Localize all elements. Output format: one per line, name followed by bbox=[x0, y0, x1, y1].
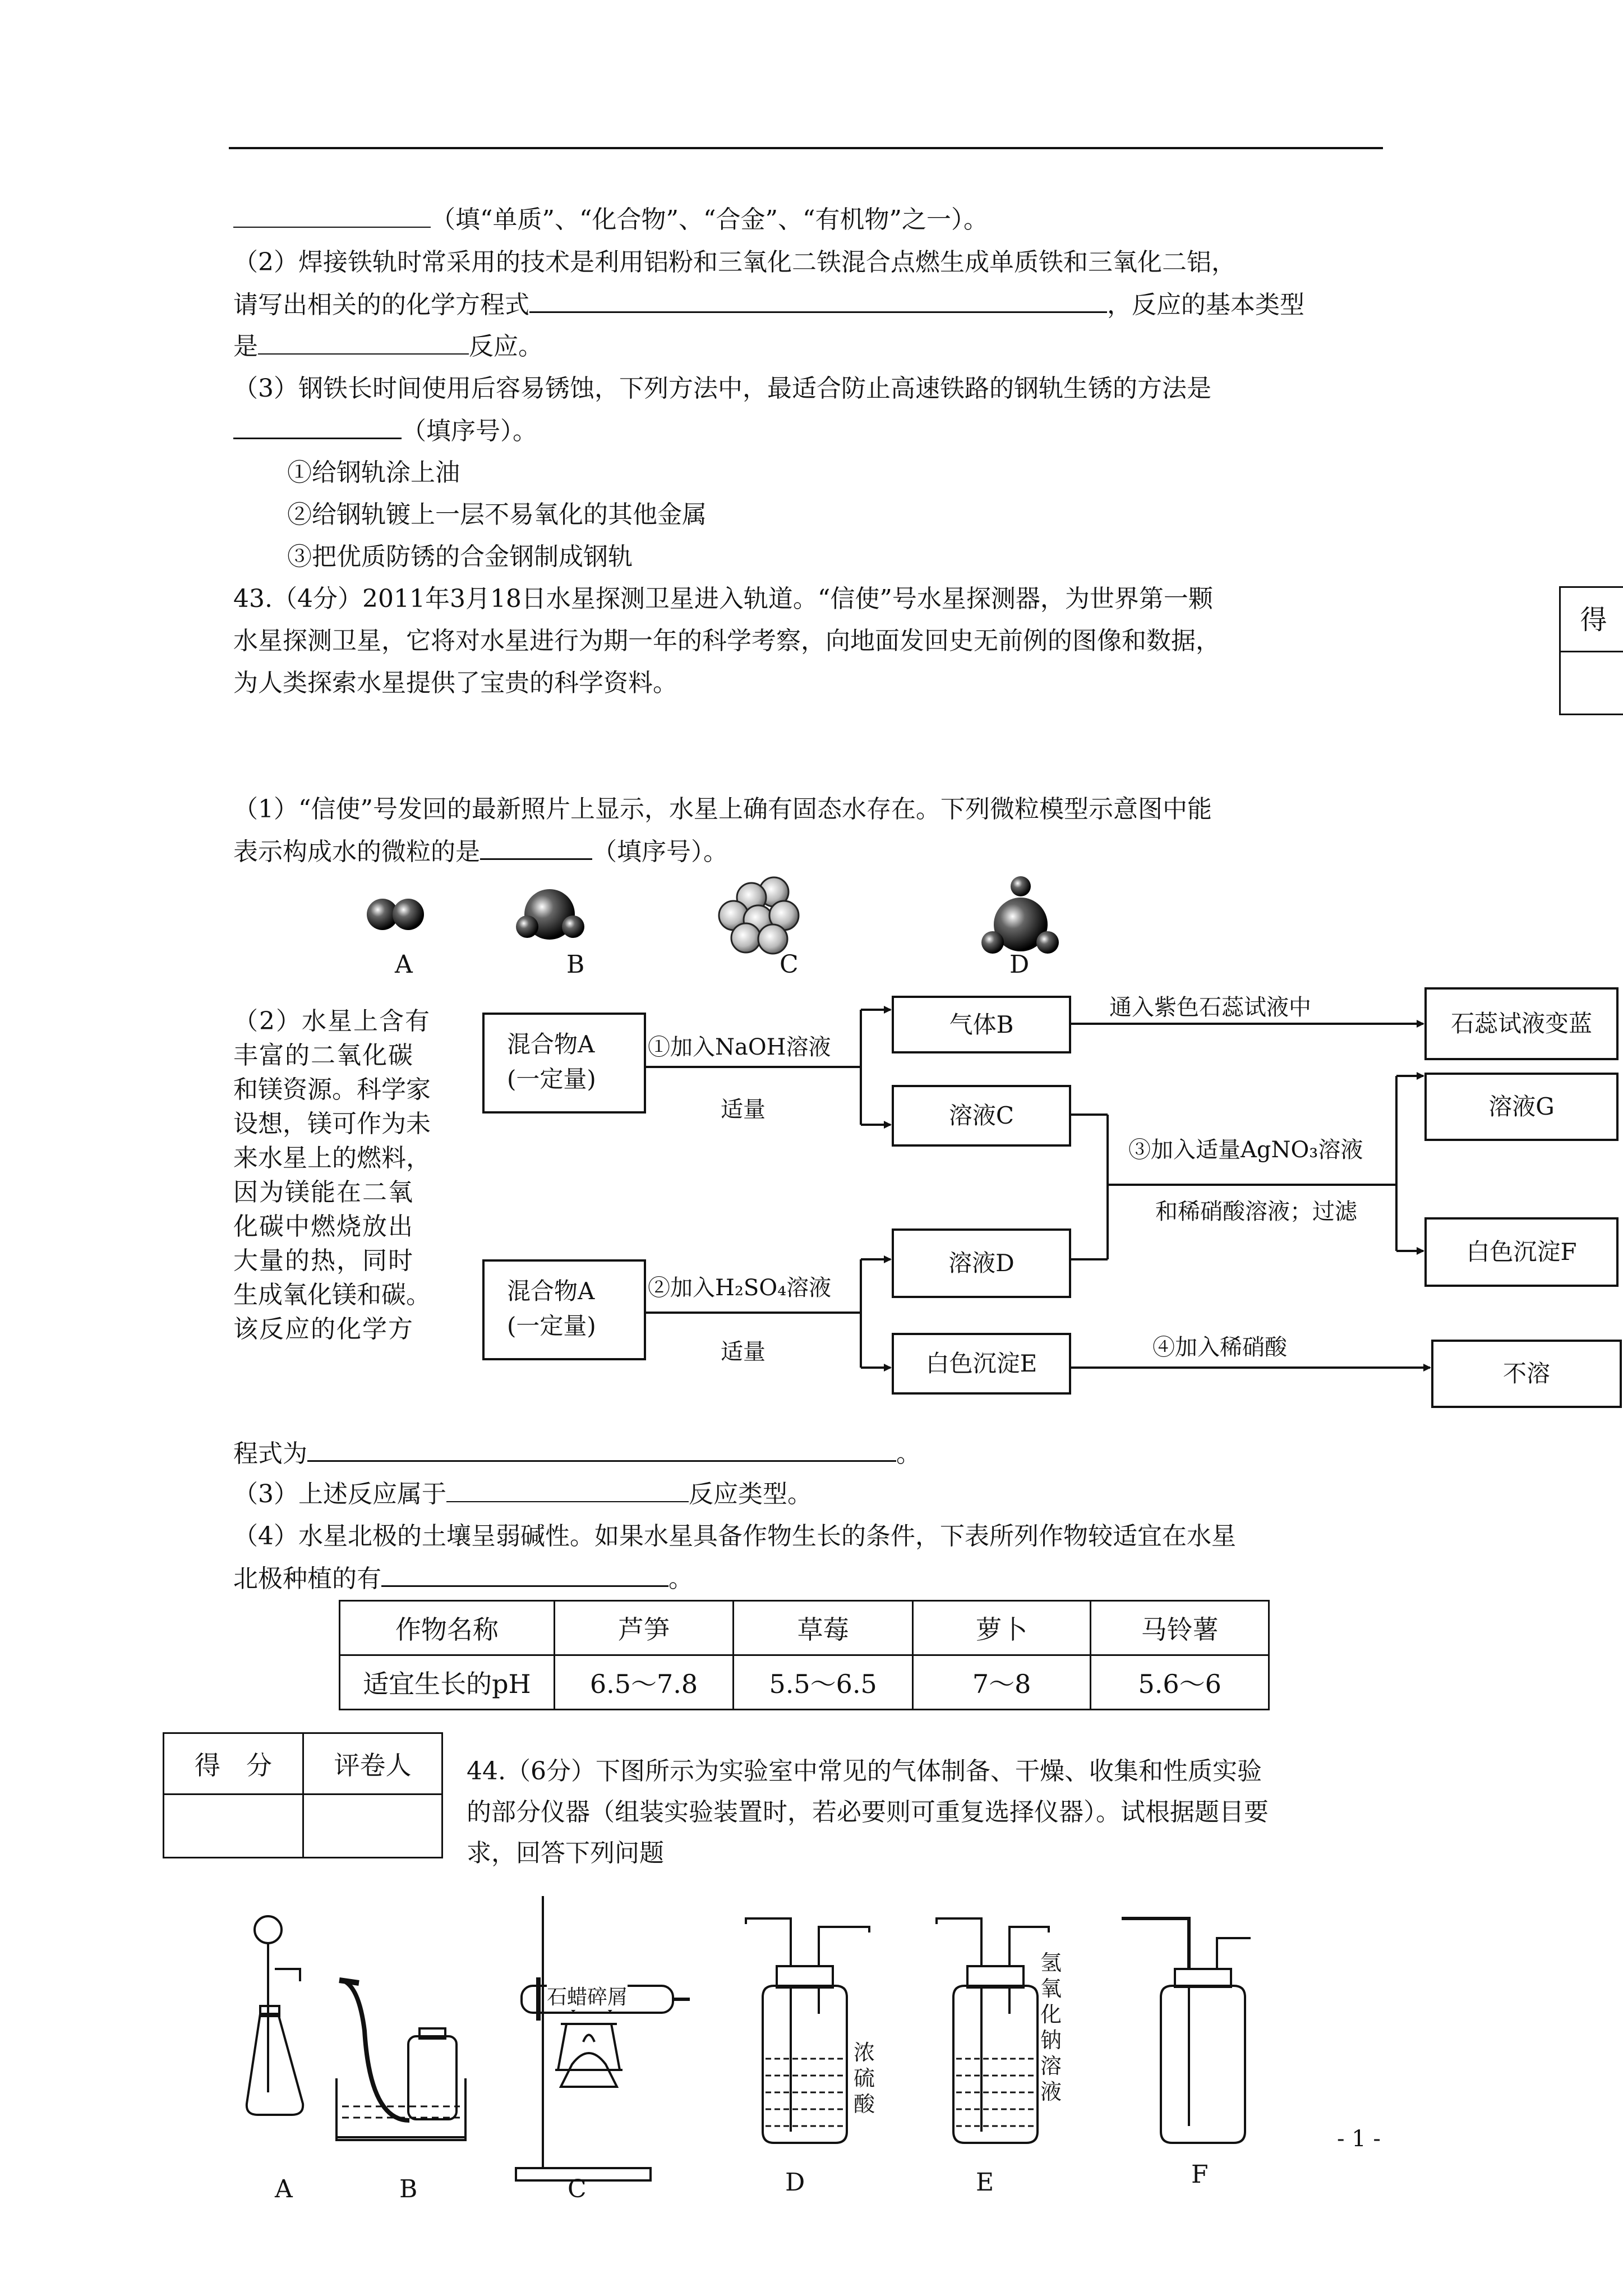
q43-p4-line1: （4）水星北极的土壤呈弱碱性。如果水星具备作物生长的条件，下表所列作物较适宜在水星 bbox=[233, 1522, 1236, 1550]
apparatus-label-b: B bbox=[399, 2175, 418, 2203]
score-table bbox=[163, 1732, 443, 1858]
conc-acid-label: 浓 硫 酸 bbox=[854, 2040, 875, 2116]
flask-with-funnel-icon bbox=[247, 1916, 303, 2115]
precipitate-e-box: 白色沉淀E bbox=[892, 1333, 1071, 1395]
model-label-c: C bbox=[780, 950, 799, 979]
side-score-label: 得 bbox=[1561, 588, 1623, 652]
apparatus-label-e: E bbox=[976, 2168, 994, 2197]
q43-p2-column: （2）水星上含有 丰富的二氧化碳 和镁资源。科学家 设想，镁可作为未 来水星上的燃料， 因为镁能在二氧 化碳中燃烧放出 大量的热，同时 生成氧化镁和碳。 该反应的化学方 bbox=[233, 1007, 431, 1343]
q43-line3: 为人类探索水星提供了宝贵的科学资料。 bbox=[233, 669, 677, 697]
q44-line1: 44.（6分）下图所示为实验室中常见的气体制备、干燥、收集和性质实验 bbox=[467, 1757, 1262, 1786]
q43-p1-line2: 表示构成水的微粒的是 （填序号）。 bbox=[233, 836, 728, 868]
crop-cell: 5.5～6.5 bbox=[734, 1655, 913, 1710]
crop-cell: 5.6～6 bbox=[1091, 1655, 1269, 1710]
q3-line2: （填序号）。 bbox=[233, 415, 537, 447]
solution-c-box: 溶液C bbox=[892, 1085, 1071, 1147]
q43-reaction-type-blank[interactable] bbox=[446, 1479, 689, 1502]
crop-table-row bbox=[340, 1655, 1269, 1710]
crop-cell: 7～8 bbox=[913, 1655, 1091, 1710]
grader-header: 评卷人 bbox=[303, 1733, 442, 1795]
step2-label: ②加入H₂SO₄溶液 bbox=[648, 1275, 832, 1301]
q2-line3: 是 反应。 bbox=[233, 332, 543, 361]
litmus-result-box: 石蕊试液变蓝 bbox=[1424, 987, 1619, 1060]
score-header: 得 分 bbox=[164, 1733, 303, 1795]
mixture-a-box-1: 混合物A (一定量) bbox=[482, 1013, 646, 1114]
step4-label: ④加入稀硝酸 bbox=[1152, 1335, 1287, 1360]
step1-sub-label: 适量 bbox=[721, 1097, 766, 1122]
gas-b-box: 气体B bbox=[892, 996, 1071, 1053]
model-label-a: A bbox=[395, 950, 413, 979]
crop-header-cell: 芦笋 bbox=[554, 1601, 734, 1655]
crop-header-cell: 马铃薯 bbox=[1091, 1601, 1269, 1655]
apparatus-label-d: D bbox=[785, 2168, 805, 2197]
litmus-label: 通入紫色石蕊试液中 bbox=[1109, 995, 1311, 1020]
page-number: - 1 - bbox=[1337, 2126, 1381, 2152]
crop-table-header-row bbox=[340, 1601, 1269, 1655]
q3-option-3: ③把优质防锈的合金钢制成钢轨 bbox=[287, 542, 633, 571]
q3-option-2: ②给钢轨镀上一层不易氧化的其他金属 bbox=[287, 500, 707, 529]
water-trough-icon bbox=[336, 1980, 465, 2140]
precipitate-f-box: 白色沉淀F bbox=[1424, 1217, 1619, 1287]
mixture-a-box-2: 混合物A (一定量) bbox=[482, 1259, 646, 1360]
naoh-label: 氢 氧 化 钠 溶 液 bbox=[1040, 1950, 1062, 2104]
score-cell[interactable] bbox=[164, 1795, 303, 1858]
solution-d-box: 溶液D bbox=[892, 1228, 1071, 1298]
q2-line2: 请写出相关的的化学方程式 ，反应的基本类型 bbox=[233, 289, 1304, 321]
crop-ph-table bbox=[339, 1600, 1270, 1710]
crop-header-cell: 作物名称 bbox=[340, 1601, 555, 1655]
q2-line1: （2）焊接铁轨时常采用的技术是利用铝粉和三氧化二铁混合点燃生成单质铁和三氧化二铝， bbox=[233, 248, 1236, 277]
paraffin-label: 石蜡碎屑 bbox=[547, 1981, 628, 2010]
q43-p3-line: （3）上述反应属于 反应类型。 bbox=[233, 1480, 812, 1508]
model-label-b: B bbox=[566, 950, 585, 979]
q44-line2: 的部分仪器（组装实验装置时，若必要则可重复选择仪器）。试根据题目要 bbox=[467, 1798, 1269, 1826]
solution-g-box: 溶液G bbox=[1424, 1073, 1619, 1141]
step2-sub-label: 适量 bbox=[721, 1339, 766, 1365]
grader-cell[interactable] bbox=[303, 1795, 442, 1858]
collection-bottle-icon bbox=[1122, 1918, 1251, 2143]
step1-label: ①加入NaOH溶液 bbox=[648, 1034, 831, 1060]
crop-cell: 适宜生长的pH bbox=[340, 1655, 555, 1710]
model-label-d: D bbox=[1009, 950, 1030, 979]
q43-line2: 水星探测卫星，它将对水星进行为期一年的科学考察，向地面发回史无前例的图像和数据， bbox=[233, 627, 1220, 655]
q43-line1: 43.（4分）2011年3月18日水星探测卫星进入轨道。“信使”号水星探测器，为世界第一颗 bbox=[233, 585, 1213, 613]
q43-p4-line2: 北极种植的有 。 bbox=[233, 1563, 693, 1595]
q3-option-1: ①给钢轨涂上油 bbox=[287, 458, 460, 487]
apparatus-label-c: C bbox=[568, 2175, 587, 2203]
top-line: （填“单质”、“化合物”、“合金”、“有机物”之一）。 bbox=[233, 204, 988, 236]
heated-tube-icon bbox=[516, 1896, 690, 2180]
q3-line1: （3）钢铁长时间使用后容易锈蚀，下列方法中，最适合防止高速铁路的钢轨生锈的方法是 bbox=[233, 374, 1211, 403]
drying-bottle-icon bbox=[746, 1918, 869, 2143]
apparatus-drawing bbox=[224, 1885, 1262, 2221]
crop-header-cell: 草莓 bbox=[734, 1601, 913, 1655]
apparatus-label-f: F bbox=[1191, 2160, 1209, 2189]
crop-header-cell: 萝卜 bbox=[913, 1601, 1091, 1655]
crop-cell: 6.5～7.8 bbox=[554, 1655, 734, 1710]
q43-p1-line1: （1）“信使”号发回的最新照片上显示，水星上确有固态水存在。下列微粒模型示意图中能 bbox=[233, 795, 1212, 823]
q44-line3: 求，回答下列问题 bbox=[467, 1839, 664, 1867]
naoh-bottle-icon bbox=[937, 1918, 1049, 2143]
insoluble-box: 不溶 bbox=[1431, 1340, 1622, 1408]
step3-label: ③加入适量AgNO₃溶液 bbox=[1128, 1137, 1363, 1163]
step3-sub-label: 和稀硝酸溶液；过滤 bbox=[1155, 1199, 1357, 1225]
q43-crops-blank[interactable] bbox=[381, 1563, 668, 1587]
q43-p2-last-line: 程式为 。 bbox=[233, 1438, 921, 1470]
apparatus-label-a: A bbox=[275, 2175, 293, 2203]
